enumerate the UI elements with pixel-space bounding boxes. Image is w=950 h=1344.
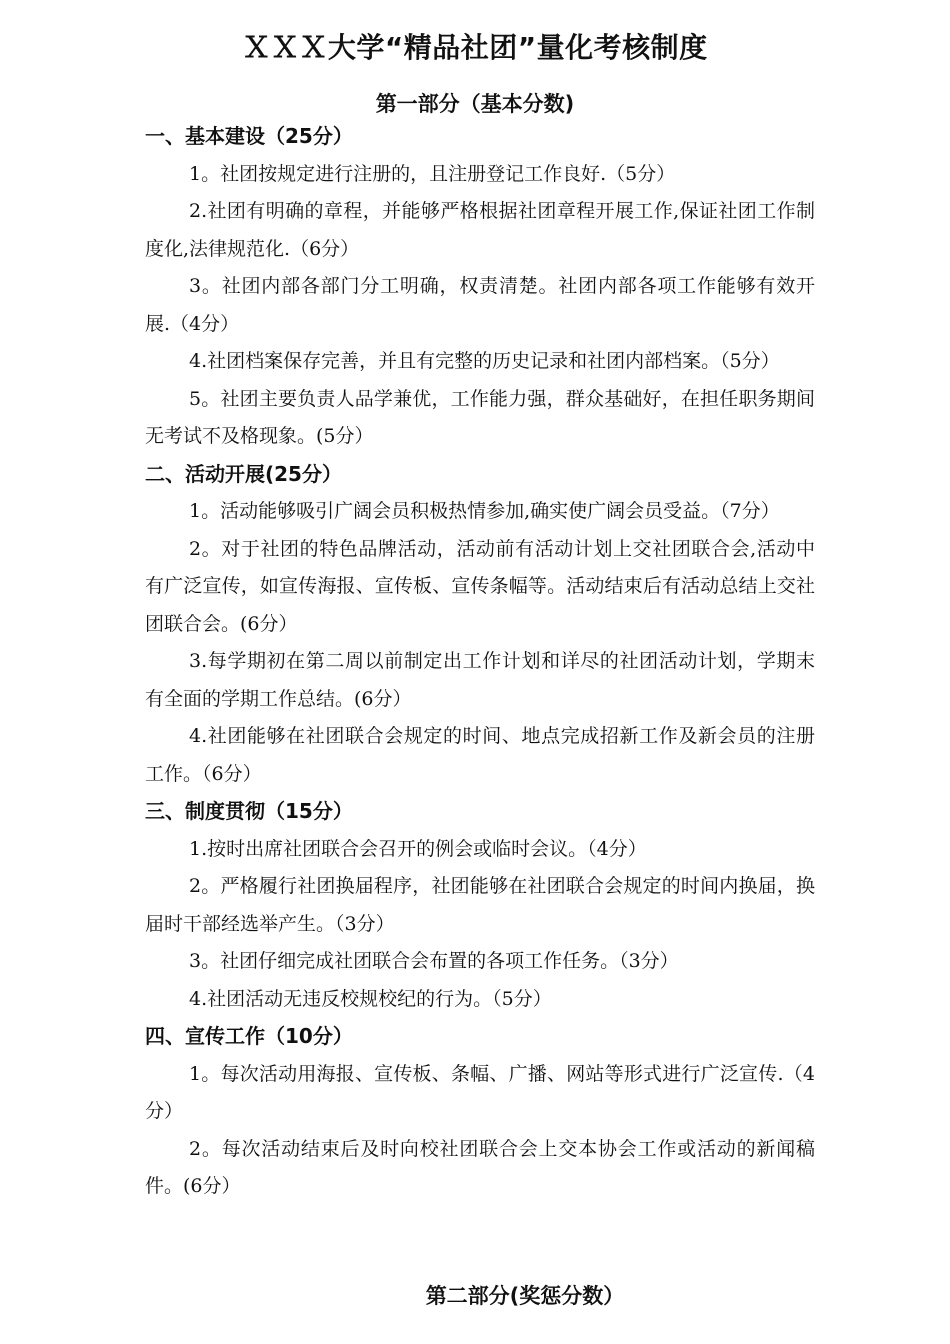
document-body: [145, 118, 815, 1206]
list-item: 1.按时出席社团联合会召开的例会或临时会议。（4分）: [189, 837, 647, 860]
list-item: 4.社团档案保存完善，并且有完整的历史记录和社团内部档案。（5分）: [189, 350, 780, 372]
list-item: 3.每学期初在第二周以前制定出工作计划和详尽的社团活动计划，学期末有全面的学期工作总结。(6分）: [145, 650, 815, 710]
list-item: 2。每次活动结束后及时向校社团联合会上交本协会工作或活动的新闻稿件。(6分）: [145, 1137, 815, 1197]
section-heading-activities: 二、活动开展(25分）: [145, 461, 342, 486]
section-heading-basic-construction: 一、基本建设（25分）: [145, 124, 353, 148]
list-item: 2。对于社团的特色品牌活动，活动前有活动计划上交社团联合会,活动中有广泛宣传，如宣传海报、宣传板、宣传条幅等。活动结束后有活动总结上交社团联合会。(6分）: [145, 537, 815, 635]
list-item: 2.社团有明确的章程，并能够严格根据社团章程开展工作,保证社团工作制度化,法律规范化.（6分）: [145, 200, 815, 260]
list-item: 2。严格履行社团换届程序，社团能够在社团联合会规定的时间内换届，换届时干部经选举产生。（3分）: [145, 875, 815, 935]
section-heading-publicity: 四、宣传工作（10分）: [145, 1024, 353, 1048]
part-one-heading: 第一部分（基本分数): [375, 92, 575, 116]
document-title: ＸＸＸ大学“精品社团”量化考核制度: [242, 31, 708, 64]
section-heading-system-implementation: 三、制度贯彻（15分）: [145, 799, 353, 823]
list-item: 4.社团活动无违反校规校纪的行为。（5分）: [189, 987, 552, 1010]
list-item: 1。社团按规定进行注册的，且注册登记工作良好.（5分）: [189, 162, 676, 185]
list-item: 1。每次活动用海报、宣传板、条幅、广播、网站等形式进行广泛宣传.（4分）: [145, 1062, 815, 1122]
list-item: 1。活动能够吸引广阔会员积极热情参加,确实使广阔会员受益。（7分）: [189, 500, 780, 522]
list-item: 3。社团内部各部门分工明确，权责清楚。社团内部各项工作能够有效开展.（4分）: [145, 275, 815, 335]
list-item: 3。社团仔细完成社团联合会布置的各项工作任务。（3分）: [189, 950, 679, 972]
list-item: 4.社团能够在社团联合会规定的时间、地点完成招新工作及新会员的注册工作。（6分）: [145, 725, 815, 785]
part-two-heading: 第二部分(奖惩分数）: [425, 1284, 625, 1308]
list-item: 5。社团主要负责人品学兼优，工作能力强，群众基础好，在担任职务期间无考试不及格现象。(5分）: [145, 387, 815, 447]
